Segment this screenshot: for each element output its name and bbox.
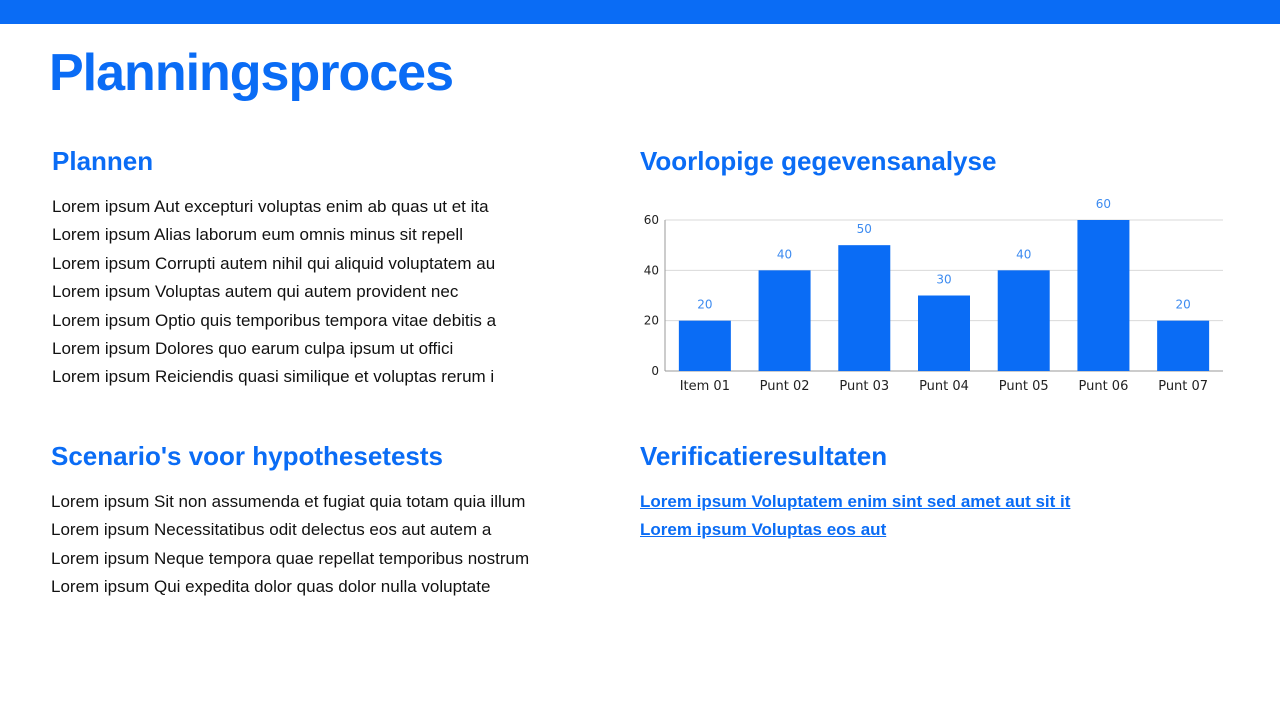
plan-line: Lorem ipsum Voluptas autem qui autem provident nec [52, 282, 459, 302]
plan-line: Lorem ipsum Alias laborum eum omnis minus sit repell [52, 225, 463, 245]
data-label: 50 [856, 222, 872, 237]
data-label: 20 [1175, 297, 1191, 312]
bar [998, 270, 1050, 371]
x-tick-label: Punt 02 [759, 379, 810, 394]
plan-line: Lorem ipsum Aut excepturi voluptas enim ab quas ut et ita [52, 197, 489, 216]
data-label: 60 [1095, 197, 1112, 211]
x-tick-label: Punt 03 [839, 379, 890, 394]
y-tick-label: 20 [643, 313, 659, 328]
bar [1077, 220, 1129, 371]
page-title: Planningsproces [49, 44, 453, 102]
x-tick-label: Punt 04 [919, 379, 969, 394]
scenario-line: Lorem ipsum Necessitatibus odit delectus eos aut autem a [51, 520, 492, 540]
data-label: 20 [697, 297, 713, 312]
scenario-line: Lorem ipsum Qui expedita dolor quas dolor nulla voluptate [51, 577, 491, 597]
bar [1157, 321, 1209, 371]
bar [759, 270, 811, 371]
plan-line: Lorem ipsum Optio quis temporibus tempora vitae debitis a [52, 310, 497, 330]
x-tick-label: Punt 06 [1078, 379, 1129, 394]
plan-heading: Plannen [52, 146, 154, 176]
y-tick-label: 60 [643, 213, 659, 227]
bar [838, 245, 890, 371]
data-label: 40 [1016, 247, 1032, 262]
scenario-line: Lorem ipsum Sit non assumenda et fugiat quia totam quia illum [51, 492, 526, 511]
scenarios-heading: Scenario's voor hypothesetests [51, 441, 443, 471]
result-link[interactable]: Lorem ipsum Voluptatem enim sint sed amet aut sit it [640, 492, 1071, 511]
analysis-heading: Voorlopige gegevensanalyse [640, 146, 997, 176]
plan-line: Lorem ipsum Reiciendis quasi similique et voluptas rerum i [52, 367, 495, 387]
plan-line: Lorem ipsum Corrupti autem nihil qui aliquid voluptatem au [52, 253, 496, 273]
bar-chart [630, 190, 1240, 405]
x-tick-label: Item 01 [679, 379, 730, 394]
plan-line: Lorem ipsum Dolores quo earum culpa ipsum ut offici [52, 338, 454, 358]
scenarios-list [51, 488, 529, 602]
data-label: 40 [776, 247, 793, 262]
results-heading: Verificatieresultaten [640, 441, 888, 471]
bar [918, 296, 970, 372]
bar [679, 321, 731, 371]
plan-list [52, 193, 496, 392]
results-links [640, 488, 1070, 545]
data-label: 30 [936, 272, 952, 287]
top-accent-bar [0, 0, 1280, 24]
x-tick-label: Punt 07 [1158, 379, 1209, 394]
y-tick-label: 40 [643, 263, 659, 278]
result-link[interactable]: Lorem ipsum Voluptas eos aut [640, 520, 887, 540]
y-tick-label: 0 [651, 364, 659, 378]
x-tick-label: Punt 05 [998, 379, 1049, 394]
scenario-line: Lorem ipsum Neque tempora quae repellat temporibus nostrum [51, 548, 530, 568]
